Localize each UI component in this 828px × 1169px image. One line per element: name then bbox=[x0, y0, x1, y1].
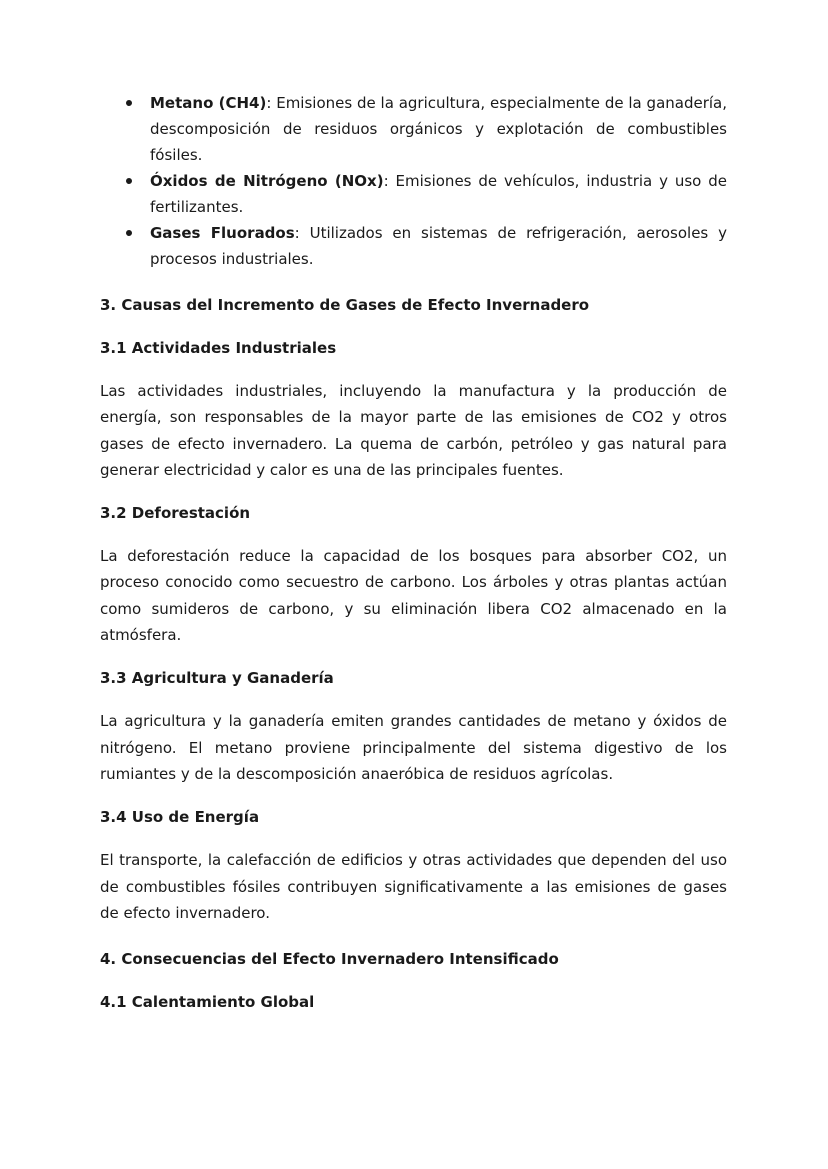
list-item bbox=[100, 90, 727, 168]
section-3-heading: 3. Causas del Incremento de Gases de Efecto Invernadero bbox=[100, 296, 590, 314]
bullet-icon bbox=[126, 178, 132, 184]
subsection-3-2-paragraph: La deforestación reduce la capacidad de los bosques para absorber CO2, un proceso conocido como secuestro de carbono. Los árboles y otras plantas actúan como sumideros de carbono, y su eliminación libera CO2 almacenado en la atmósfera. bbox=[100, 547, 727, 645]
list-item-text: : Emisiones de vehículos, industria y uso de fertilizantes. bbox=[150, 172, 727, 216]
subsection-3-2-heading: 3.2 Deforestación bbox=[100, 504, 251, 523]
subsection-3-4-heading: 3.4 Uso de Energía bbox=[100, 808, 260, 827]
list-item-term: Metano (CH4) bbox=[150, 94, 267, 112]
subsection-3-3-paragraph: La agricultura y la ganadería emiten grandes cantidades de metano y óxidos de nitrógeno. El metano proviene principalmente del sistema digestivo de los rumiantes y de la descomposición anaeróbica de residuos agrícolas. bbox=[100, 712, 727, 783]
list-item-term: Gases Fluorados bbox=[150, 224, 295, 242]
subsection-3-4-paragraph: El transporte, la calefacción de edificios y otras actividades que dependen del uso de combustibles fósiles contribuyen significativamente a las emisiones de gases de efecto invernadero. bbox=[100, 851, 727, 922]
bullet-icon bbox=[126, 230, 132, 236]
subsection-3-1-paragraph: Las actividades industriales, incluyendo la manufactura y la producción de energía, son responsables de la mayor parte de las emisiones de CO2 y otros gases de efecto invernadero. La quema de carbón, petróleo y gas natural para generar electricidad y calor es una de las principales fuentes. bbox=[100, 382, 727, 479]
list-item-term: Óxidos de Nitrógeno (NOx) bbox=[150, 172, 384, 190]
subsection-3-1-heading: 3.1 Actividades Industriales bbox=[100, 339, 337, 357]
gas-list bbox=[100, 90, 727, 272]
list-item-text: : Utilizados en sistemas de refrigeración, aerosoles y procesos industriales. bbox=[150, 224, 727, 268]
list-item-text: : Emisiones de la agricultura, especialmente de la ganadería, descomposición de residuos orgánicos y explotación de combustibles fósiles. bbox=[150, 94, 728, 164]
section-4-heading: 4. Consecuencias del Efecto Invernadero Intensificado bbox=[100, 950, 559, 969]
bullet-icon bbox=[126, 100, 132, 106]
document-page bbox=[100, 90, 727, 1015]
list-item bbox=[100, 220, 727, 272]
subsection-4-1-heading: 4.1 Calentamiento Global bbox=[100, 993, 315, 1012]
subsection-3-3-heading: 3.3 Agricultura y Ganadería bbox=[100, 669, 334, 688]
list-item bbox=[100, 168, 727, 220]
